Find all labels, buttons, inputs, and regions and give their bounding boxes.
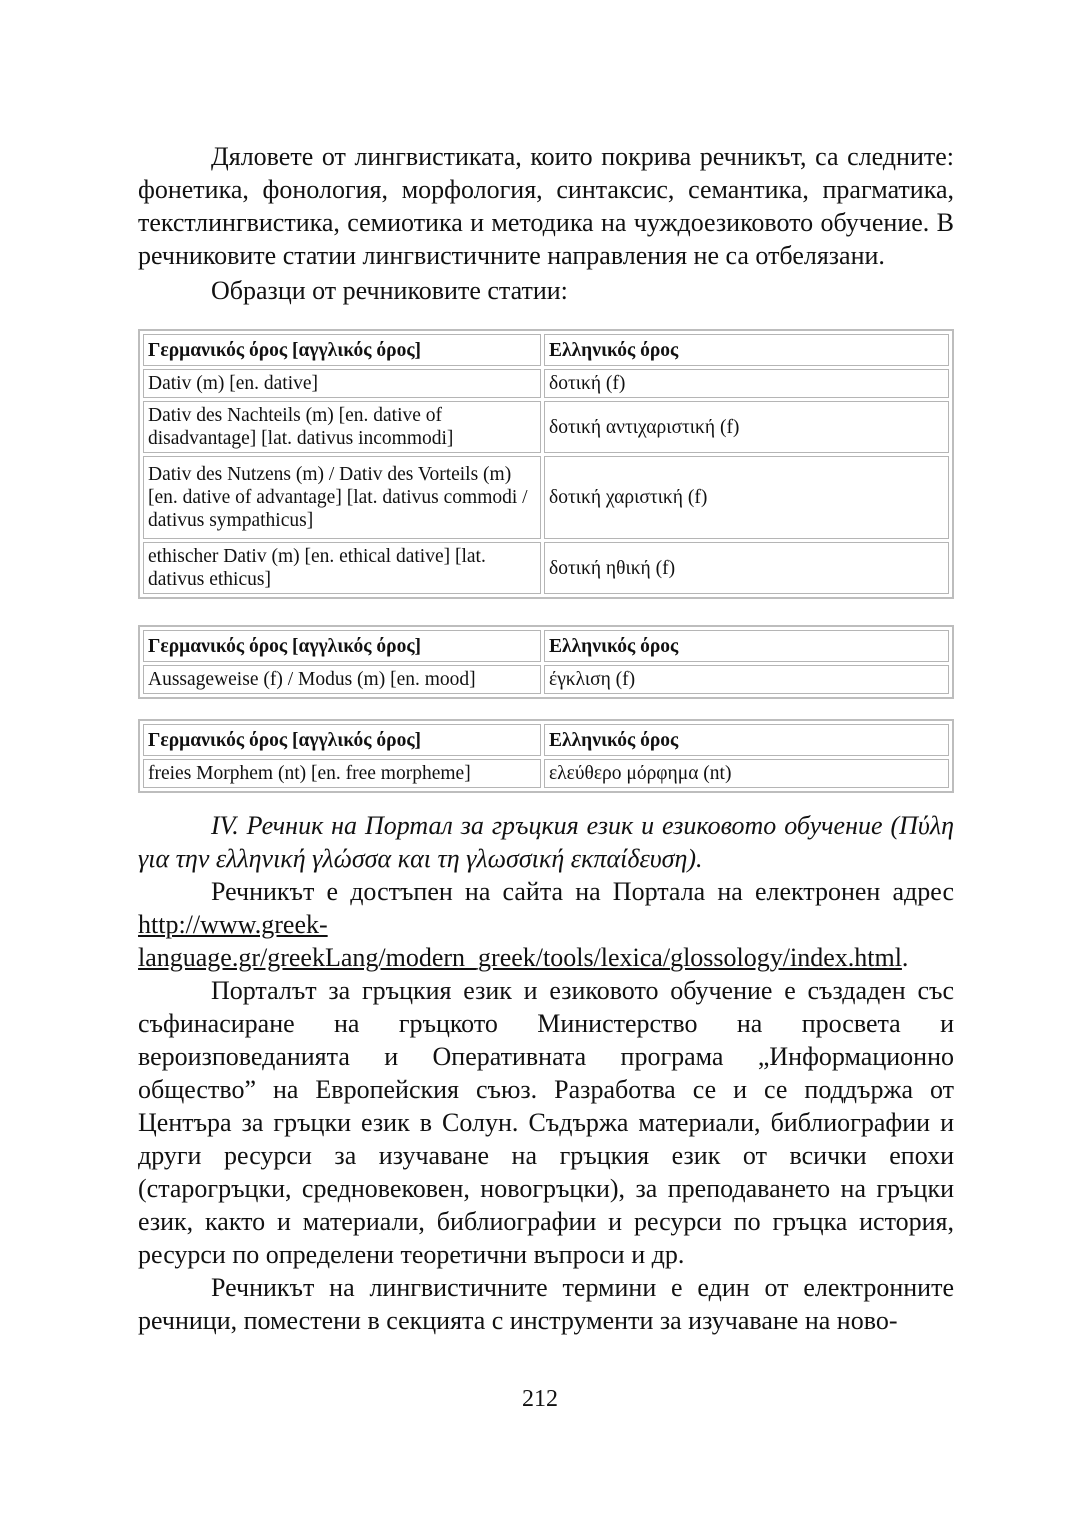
term-table-morpheme [138, 719, 954, 793]
greek-term-cell: δοτική αντιχαριστική (f) [544, 401, 949, 453]
paragraph-linguistics-sections: Дяловете от лингвистиката, които покрива речникът, са следните: фонетика, фонология, морфология, синтаксис, семантика, прагматика, текстлингвистика, семиотика и методика на чуждоезиковото обучение. В речниковите статии лингвистичните направления не са отбелязани. [138, 142, 954, 270]
greek-term-cell: έγκλιση (f) [544, 665, 949, 694]
header-german-term: Γερμανικός όρος [αγγλικός όρος] [143, 334, 541, 366]
document-page [138, 140, 954, 1337]
header-greek-term: Ελληνικός όρος [544, 334, 949, 366]
table-row [143, 542, 949, 594]
url-trailing-period: . [901, 943, 909, 972]
paragraph-portal: Порталът за гръцкия език и езиковото обучение е създаден със съфинасиране на гръцкото Министерство на просвета и вероизповеданията и Оперативната програма „Информационно общество” на Европейския съюз. Разработва се и се поддържа от Центъра за гръцки език в Солун. Съдържа материали, библиографии и други ресурси за изучаване на гръцкия език от всички епохи (старогръцки, средновековен, новогръцки), за преподаването на гръцки език, както и материали, библиографии и ресурси по гръцка история, ресурси по определени теоретични въпроси и др. [138, 976, 954, 1269]
table-row [143, 665, 949, 694]
german-term-cell: ethischer Dativ (m) [en. ethical dative] [lat. dativus ethicus] [143, 542, 541, 594]
glossary-url-link[interactable] [138, 910, 902, 972]
term-table-dative [138, 329, 954, 599]
table-row [143, 369, 949, 398]
table-header-row [143, 724, 949, 756]
greek-term-cell: δοτική ηθική (f) [544, 542, 949, 594]
header-greek-term: Ελληνικός όρος [544, 724, 949, 756]
table-row [143, 401, 949, 453]
header-german-term: Γερμανικός όρος [αγγλικός όρος] [143, 724, 541, 756]
table-row [143, 456, 949, 539]
header-greek-term: Ελληνικός όρος [544, 630, 949, 662]
header-german-term: Γερμανικός όρος [αγγλικός όρος] [143, 630, 541, 662]
german-term-cell: Aussageweise (f) / Modus (m) [en. mood] [143, 665, 541, 694]
url-line-1: http://www.greek-language.gr/greekLang/modern_greek/tools/lexica/ [138, 910, 671, 972]
section-heading: IV. Речник на Портал за гръцкия език и езиковото обучение (Πύλη για την ελληνική γλώσσα και τη γλωσσική εκπαίδευση). [138, 811, 954, 873]
table-header-row [143, 334, 949, 366]
access-text: Речникът е достъпен на сайта на Портала на електронен адрес [211, 877, 954, 906]
greek-term-cell: ελεύθερο μόρφημα (nt) [544, 759, 949, 788]
paragraph-dictionary: Речникът на лингвистичните термини е един от електронните речници, поместени в секцията с инструменти за изучаване на ново- [138, 1273, 954, 1335]
greek-term-cell: δοτική (f) [544, 369, 949, 398]
table-header-row [143, 630, 949, 662]
german-term-cell: Dativ des Nutzens (m) / Dativ des Vorteils (m) [en. dative of advantage] [lat. dativus commodi / dativus sympathicus] [143, 456, 541, 539]
paragraph-access [138, 875, 954, 974]
german-term-cell: freies Morphem (nt) [en. free morpheme] [143, 759, 541, 788]
paragraph-samples-intro: Образци от речниковите статии: [211, 276, 568, 305]
table-row [143, 759, 949, 788]
greek-term-cell: δοτική χαριστική (f) [544, 456, 949, 539]
german-term-cell: Dativ (m) [en. dative] [143, 369, 541, 398]
page-number: 212 [522, 1386, 558, 1412]
url-line-2: glossology/index.html [670, 943, 902, 972]
german-term-cell: Dativ des Nachteils (m) [en. dative of disadvantage] [lat. dativus incommodi] [143, 401, 541, 453]
term-table-mood [138, 625, 954, 699]
